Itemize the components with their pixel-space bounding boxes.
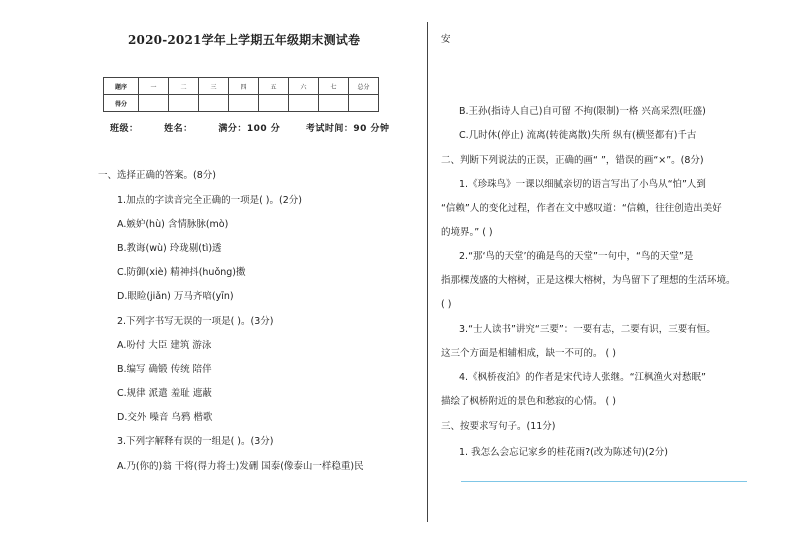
header-cell: 七 xyxy=(319,78,349,95)
answer-line[interactable] xyxy=(461,481,747,482)
q1-option-c: C.防御(xiè) 精神抖(huǒng)擞 xyxy=(117,267,246,278)
score-table xyxy=(103,77,379,112)
question-3: 3.下列字解释有误的一组是( )。(3分) xyxy=(117,436,274,447)
score-cell xyxy=(139,95,169,112)
section-3-heading: 三、按要求写句子。(11分) xyxy=(441,421,556,432)
q2-option-c: C.规律 派遣 羞耻 遮蔽 xyxy=(117,388,212,399)
score-cell xyxy=(319,95,349,112)
class-label: 班级： xyxy=(110,124,139,134)
judge-q2-line3: ( ) xyxy=(441,299,452,310)
judge-q3-line1: 3.“士人读书”讲究“三要”：一要有志，二要有识，三要有恒。 xyxy=(459,324,716,335)
q3-option-a: A.乃(你的)翁 干将(得力将士)发硎 国泰(像泰山一样稳重)民 xyxy=(117,461,364,472)
header-cell: 四 xyxy=(229,78,259,95)
judge-q3-line2: 这三个方面是相辅相成，缺一不可的。 ( ) xyxy=(441,348,616,359)
judge-q1-line1: 1.《珍珠鸟》一课以细腻亲切的语言写出了小鸟从“怕”人到 xyxy=(459,179,706,190)
judge-q1-line2: “信赖”人的变化过程，作者在文中感叹道：“信赖，往往创造出美好 xyxy=(441,203,722,214)
exam-title: 2020-2021学年上学期五年级期末测试卷 xyxy=(128,33,361,47)
student-info-line xyxy=(110,121,412,134)
score-cell xyxy=(169,95,199,112)
score-table-header-row xyxy=(104,78,379,95)
header-cell: 一 xyxy=(139,78,169,95)
score-cell xyxy=(259,95,289,112)
name-label: 姓名： xyxy=(164,124,193,134)
q2-option-b: B.编写 确锻 传统 陪伴 xyxy=(117,364,212,375)
judge-q2-line2: 指那棵茂盛的大榕树，正是这棵大榕树，为鸟留下了理想的生活环境。 xyxy=(441,275,736,286)
q1-option-a: A.嫉妒(hù) 含情脉脉(mò) xyxy=(117,219,229,230)
header-cell: 总分 xyxy=(349,78,379,95)
judge-q2-line1: 2.“那‘鸟的天堂’的确是鸟的天堂”一句中，“鸟的天堂”是 xyxy=(459,251,694,262)
column-divider xyxy=(427,22,428,522)
q3-option-c: C.几时休(停止) 流离(转徙离散)失所 纵有(横竖都有)千古 xyxy=(459,130,697,141)
header-cell: 题序 xyxy=(104,78,139,95)
question-2: 2.下列字书写无误的一项是( )。(3分) xyxy=(117,316,274,327)
judge-q4-line2: 描绘了枫桥附近的景色和愁寂的心情。 ( ) xyxy=(441,396,616,407)
q3-option-a-continued: 安 xyxy=(441,34,451,45)
score-table-score-row xyxy=(104,95,379,112)
header-cell: 五 xyxy=(259,78,289,95)
score-cell xyxy=(349,95,379,112)
score-row-label: 得分 xyxy=(104,95,139,112)
full-score-label: 满分：100 分 xyxy=(218,124,281,134)
q1-option-d: D.眼睑(jiǎn) 万马齐喑(yīn) xyxy=(117,291,234,302)
header-cell: 六 xyxy=(289,78,319,95)
rewrite-q1: 1. 我怎么会忘记家乡的桂花雨?(改为陈述句)(2分) xyxy=(459,447,668,458)
section-2-heading: 二、判断下列说法的正误，正确的画“ ”，错误的画“×”。(8分) xyxy=(441,155,704,166)
judge-q1-line3: 的境界。” ( ) xyxy=(441,227,493,238)
header-cell: 三 xyxy=(199,78,229,95)
q2-option-a: A.吩付 大臣 建筑 游泳 xyxy=(117,340,212,351)
judge-q4-line1: 4.《枫桥夜泊》的作者是宋代诗人张继。“江枫渔火对愁眠” xyxy=(459,372,706,383)
score-cell xyxy=(289,95,319,112)
question-1: 1.加点的字读音完全正确的一项是( )。(2分) xyxy=(117,195,302,206)
q3-option-b: B.王孙(指诗人自己)自可留 不拘(限制)一格 兴高采烈(旺盛) xyxy=(459,106,706,117)
q2-option-d: D.交外 噪音 乌鸦 楷歌 xyxy=(117,412,213,423)
section-1-heading: 一、选择正确的答案。(8分) xyxy=(98,170,216,181)
score-cell xyxy=(199,95,229,112)
q1-option-b: B.教诲(wù) 玲珑剔(tì)透 xyxy=(117,243,222,254)
exam-time-label: 考试时间：90 分钟 xyxy=(305,124,390,134)
header-cell: 二 xyxy=(169,78,199,95)
score-cell xyxy=(229,95,259,112)
